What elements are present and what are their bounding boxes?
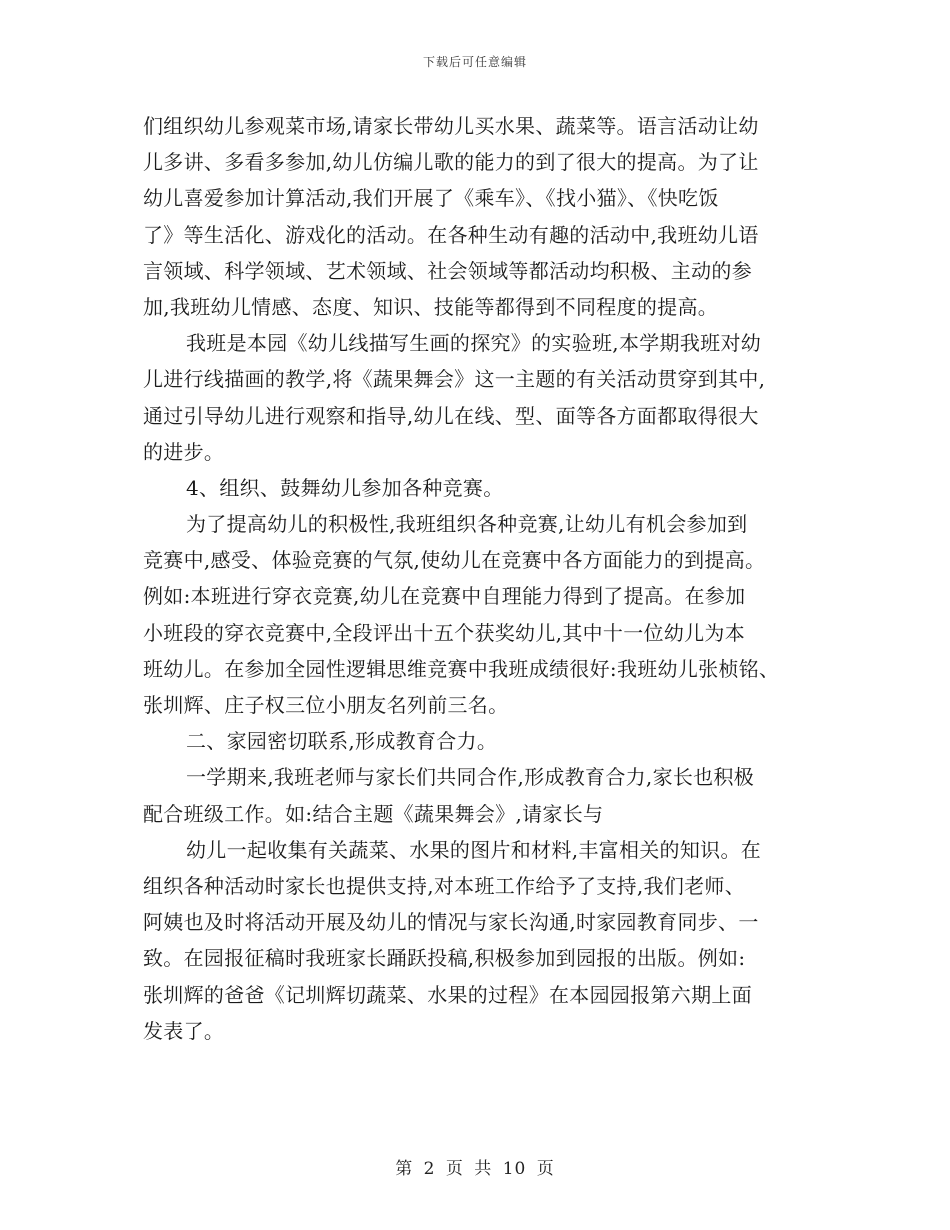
text-line: 班幼儿。在参加全园性逻辑思维竞赛中我班成绩很好:我班幼儿张桢铭、 xyxy=(143,656,780,681)
text-line: 组织各种活动时家长也提供支持,对本班工作给予了支持,我们老师、 xyxy=(143,873,746,898)
text-line: 二、家园密切联系,形成教育合力。 xyxy=(186,729,498,754)
text-line: 加,我班幼儿情感、态度、知识、技能等都得到不同程度的提高。 xyxy=(143,294,719,319)
page-footer: 第 2 页 共 10 页 xyxy=(395,1159,555,1179)
text-line: 阿姨也及时将活动开展及幼儿的情况与家长沟通,时家园教育同步、一 xyxy=(143,910,759,935)
text-line: 4、组织、鼓舞幼儿参加各种竞赛。 xyxy=(186,475,504,500)
text-line: 幼儿喜爱参加计算活动,我们开展了《乘车》、《找小猫》、《快吃饭 xyxy=(143,186,719,211)
text-line: 儿进行线描画的教学,将《蔬果舞会》这一主题的有关活动贯穿到其中, xyxy=(143,367,766,392)
text-line: 例如:本班进行穿衣竞赛,幼儿在竞赛中自理能力得到了提高。在参加 xyxy=(143,584,746,609)
text-line: 言领域、科学领域、艺术领域、社会领域等都活动均积极、主动的参 xyxy=(143,258,752,283)
text-line: 了》等生活化、游戏化的活动。在各种生动有趣的活动中,我班幼儿语 xyxy=(143,222,759,247)
text-line: 我班是本园《幼儿线描写生画的探究》的实验班,本学期我班对幼 xyxy=(186,331,762,356)
page-header: 下载后可任意编辑 xyxy=(422,55,527,69)
text-line: 通过引导幼儿进行观察和指导,幼儿在线、型、面等各方面都取得很大 xyxy=(143,403,759,428)
text-line: 们组织幼儿参观菜市场,请家长带幼儿买水果、蔬菜等。语言活动让幼 xyxy=(143,114,759,138)
body-text xyxy=(143,108,813,1049)
text-line: 配合班级工作。如:结合主题《蔬果舞会》,请家长与 xyxy=(143,801,604,826)
text-line: 竞赛中,感受、体验竞赛的气氛,使幼儿在竞赛中各方面能力的到提高。 xyxy=(143,548,766,573)
text-line: 为了提高幼儿的积极性,我班组织各种竞赛,让幼儿有机会参加到 xyxy=(186,512,748,537)
text-line: 张圳辉的爸爸《记圳辉切蔬菜、水果的过程》在本园园报第六期上面 xyxy=(143,982,752,1007)
text-line: 幼儿一起收集有关蔬菜、水果的图片和材料,丰富相关的知识。在 xyxy=(186,837,762,862)
text-line: 发表了。 xyxy=(143,1018,225,1043)
text-line: 的进步。 xyxy=(143,439,225,464)
text-line: 一学期来,我班老师与家长们共同合作,形成教育合力,家长也积极 xyxy=(186,765,755,790)
text-line: 小班段的穿衣竞赛中,全段评出十五个获奖幼儿,其中十一位幼儿为本 xyxy=(143,620,746,645)
text-line: 致。在园报征稿时我班家长踊跃投稿,积极参加到园报的出版。例如: xyxy=(143,946,746,971)
text-line: 张圳辉、庄子权三位小朋友名列前三名。 xyxy=(143,693,509,717)
text-line: 儿多讲、多看多参加,幼儿仿编儿歌的能力的到了很大的提高。为了让 xyxy=(143,150,759,175)
